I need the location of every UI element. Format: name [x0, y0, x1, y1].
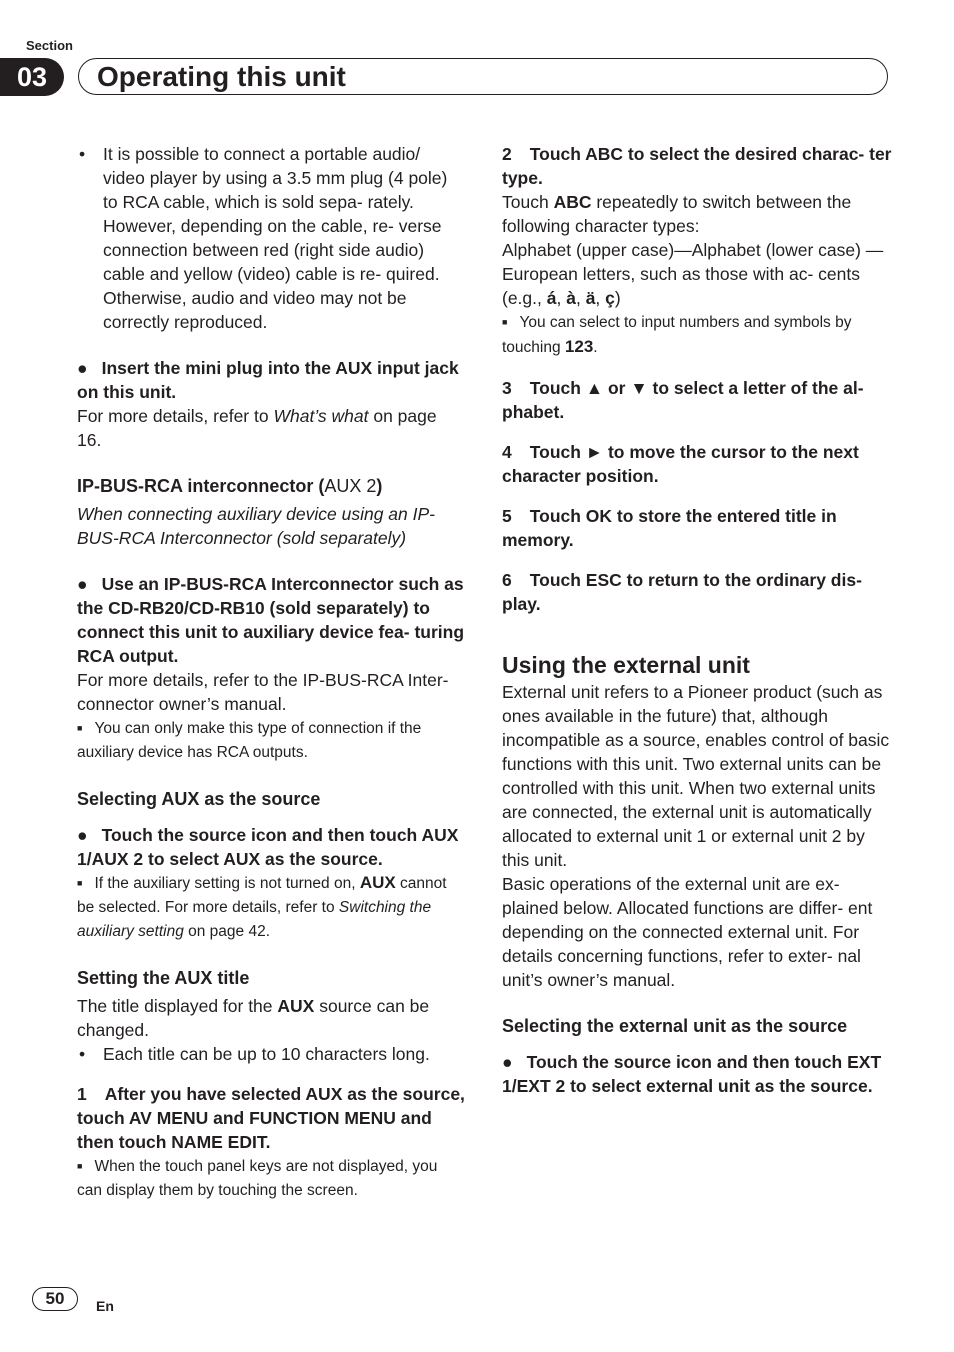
step-4	[502, 440, 892, 488]
rca-note	[77, 716, 465, 765]
accent-letter: à	[566, 288, 576, 308]
step-text: Touch ESC to return to the ordinary dis- play.	[502, 570, 862, 614]
accent-letter: ä	[585, 288, 596, 308]
step-number: 5	[502, 506, 512, 526]
step-number: 4	[502, 442, 512, 462]
step-3	[502, 376, 892, 424]
page-title: Operating this unit	[97, 61, 346, 92]
step-2	[502, 142, 892, 190]
right-column	[502, 142, 892, 1098]
external-unit-operations: Basic operations of the external unit are ex- plained below. Allocated functions are differ- ent depending on the connected external unit. For details concerning functions, refer to exter- nal unit’s owner’s manual.	[502, 874, 873, 990]
step-2-body	[502, 190, 892, 238]
heading-aux: AUX 2	[324, 476, 377, 496]
use-interconnector-text: Use an IP-BUS-RCA Interconnector such as the CD-RB20/CD-RB10 (sold separately) to connect this unit to auxiliary device fea- turing RCA output.	[77, 574, 465, 666]
cross-reference: Switching the auxiliary setting	[77, 899, 432, 940]
step-6	[502, 568, 892, 616]
section-number-tab: 03	[0, 58, 64, 96]
square-bullet-icon: ■	[502, 317, 508, 327]
use-interconnector-detail: For more details, refer to the IP-BUS-RCA Inter- connector owner’s manual.	[77, 670, 449, 714]
bullet-dot-icon: ●	[77, 358, 88, 378]
detail-text: on page 16.	[77, 406, 437, 450]
heading-text: )	[376, 476, 383, 496]
select-aux-instruction	[77, 823, 465, 871]
section-label: Section	[26, 38, 73, 53]
numbers-symbols-note	[502, 310, 892, 360]
bullet-dot-icon: ●	[77, 574, 88, 594]
insert-plug-text: Insert the mini plug into the AUX input jack on this unit.	[77, 358, 459, 402]
step-number: 2	[502, 144, 512, 164]
step-number: 3	[502, 378, 512, 398]
note-text: If the auxiliary setting is not turned on,	[94, 875, 360, 892]
step-5	[502, 504, 892, 552]
square-bullet-icon: ■	[77, 1161, 83, 1171]
step-text: Touch OK to store the entered title in memory.	[502, 506, 837, 550]
aux-title-heading: Setting the AUX title	[77, 968, 250, 988]
note-text: .	[593, 339, 598, 356]
ipbus-heading	[77, 474, 465, 498]
left-column	[77, 142, 465, 1203]
cross-reference: What’s what	[273, 406, 369, 426]
step-number: 1	[77, 1084, 87, 1104]
select-aux-text: Touch the source icon and then touch AUX 1/AUX 2 to select AUX as the source.	[77, 825, 459, 869]
note-bold: 123	[564, 337, 594, 356]
note-text: on page 42.	[183, 923, 271, 940]
body-text: source can be changed.	[77, 996, 430, 1040]
note-text: You can select to input numbers and symbols by touching	[502, 314, 852, 356]
note-text: cannot be selected. For more details, refer to	[77, 875, 447, 916]
ipbus-italic-note: When connecting auxiliary device using an IP- BUS-RCA Interconnector (sold separately)	[77, 504, 435, 548]
step-text: Touch ABC to select the desired charac- ter type.	[502, 144, 892, 188]
page-number: 50	[32, 1287, 78, 1311]
select-external-instruction	[502, 1050, 892, 1098]
bullet-dot-icon: ●	[77, 825, 88, 845]
select-external-heading: Selecting the external unit as the source	[502, 1016, 848, 1036]
note-text: You can only make this type of connection if the auxiliary device has RCA outputs.	[77, 720, 422, 761]
touch-panel-note	[77, 1154, 465, 1203]
square-bullet-icon: ■	[77, 723, 83, 733]
select-aux-note	[77, 871, 465, 944]
body-text: The title displayed for the	[77, 996, 278, 1016]
character-types: Alphabet (upper case)—Alphabet (lower case) —European letters, such as those with ac- cents (e.g., á, à, ä, ç)	[502, 240, 884, 308]
body-bold: ABC	[553, 192, 592, 212]
body-text: )	[614, 288, 621, 308]
step-text: After you have selected AUX as the source, touch AV MENU and FUNCTION MENU and then touch NAME EDIT.	[77, 1084, 465, 1152]
insert-plug-instruction	[77, 356, 465, 404]
step-1	[77, 1082, 465, 1154]
select-external-text: Touch the source icon and then touch EXT 1/EXT 2 to select external unit as the source.	[502, 1052, 882, 1096]
step-number: 6	[502, 570, 512, 590]
accent-letter: á	[546, 288, 557, 308]
external-unit-description: External unit refers to a Pioneer product (such as ones available in the future) that, although incompatible as a source, enables control of basic functions with this unit. Two external units can be controlled with this unit. When two external units are connected, the external unit is automatically allocated to external unit 1 or external unit 2 by this unit.	[502, 682, 890, 870]
language-label: En	[96, 1298, 114, 1314]
note-bold: AUX	[359, 873, 396, 892]
square-bullet-icon: ■	[77, 878, 83, 888]
step-text: Touch ► to move the cursor to the next character position.	[502, 442, 859, 486]
insert-plug-detail	[77, 404, 465, 452]
detail-text: For more details, refer to	[77, 406, 274, 426]
portable-player-bullet: • It is possible to connect a portable audio/ video player by using a 3.5 mm plug (4 pole) to RCA cable, which is sold sepa- rately. However, depending on the cable, re- verse connection between red (right side audio) cable and yellow (video) cable is re- quired. Otherwise, audio and video may not be correctly reproduced.	[77, 142, 465, 334]
body-text: Touch	[502, 192, 554, 212]
note-text: When the touch panel keys are not displayed, you can display them by touching the screen.	[77, 1158, 438, 1199]
bullet-dot-icon: ●	[502, 1052, 513, 1072]
select-aux-heading: Selecting AUX as the source	[77, 789, 321, 809]
use-interconnector-instruction	[77, 572, 465, 668]
aux-title-description	[77, 994, 465, 1042]
accent-letter: ç	[605, 288, 615, 308]
body-bold: AUX	[277, 996, 315, 1016]
external-unit-heading: Using the external unit	[502, 652, 750, 678]
body-text: Alphabet (upper case)—Alphabet (lower case) —European letters, such as those with ac- cents (e.g.,	[502, 240, 884, 308]
title-length-bullet: • Each title can be up to 10 characters long.	[77, 1042, 465, 1066]
step-text: Touch ▲ or ▼ to select a letter of the al- phabet.	[502, 378, 864, 422]
heading-text: IP-BUS-RCA interconnector (	[77, 476, 325, 496]
body-text: repeatedly to switch between the following character types:	[502, 192, 852, 236]
